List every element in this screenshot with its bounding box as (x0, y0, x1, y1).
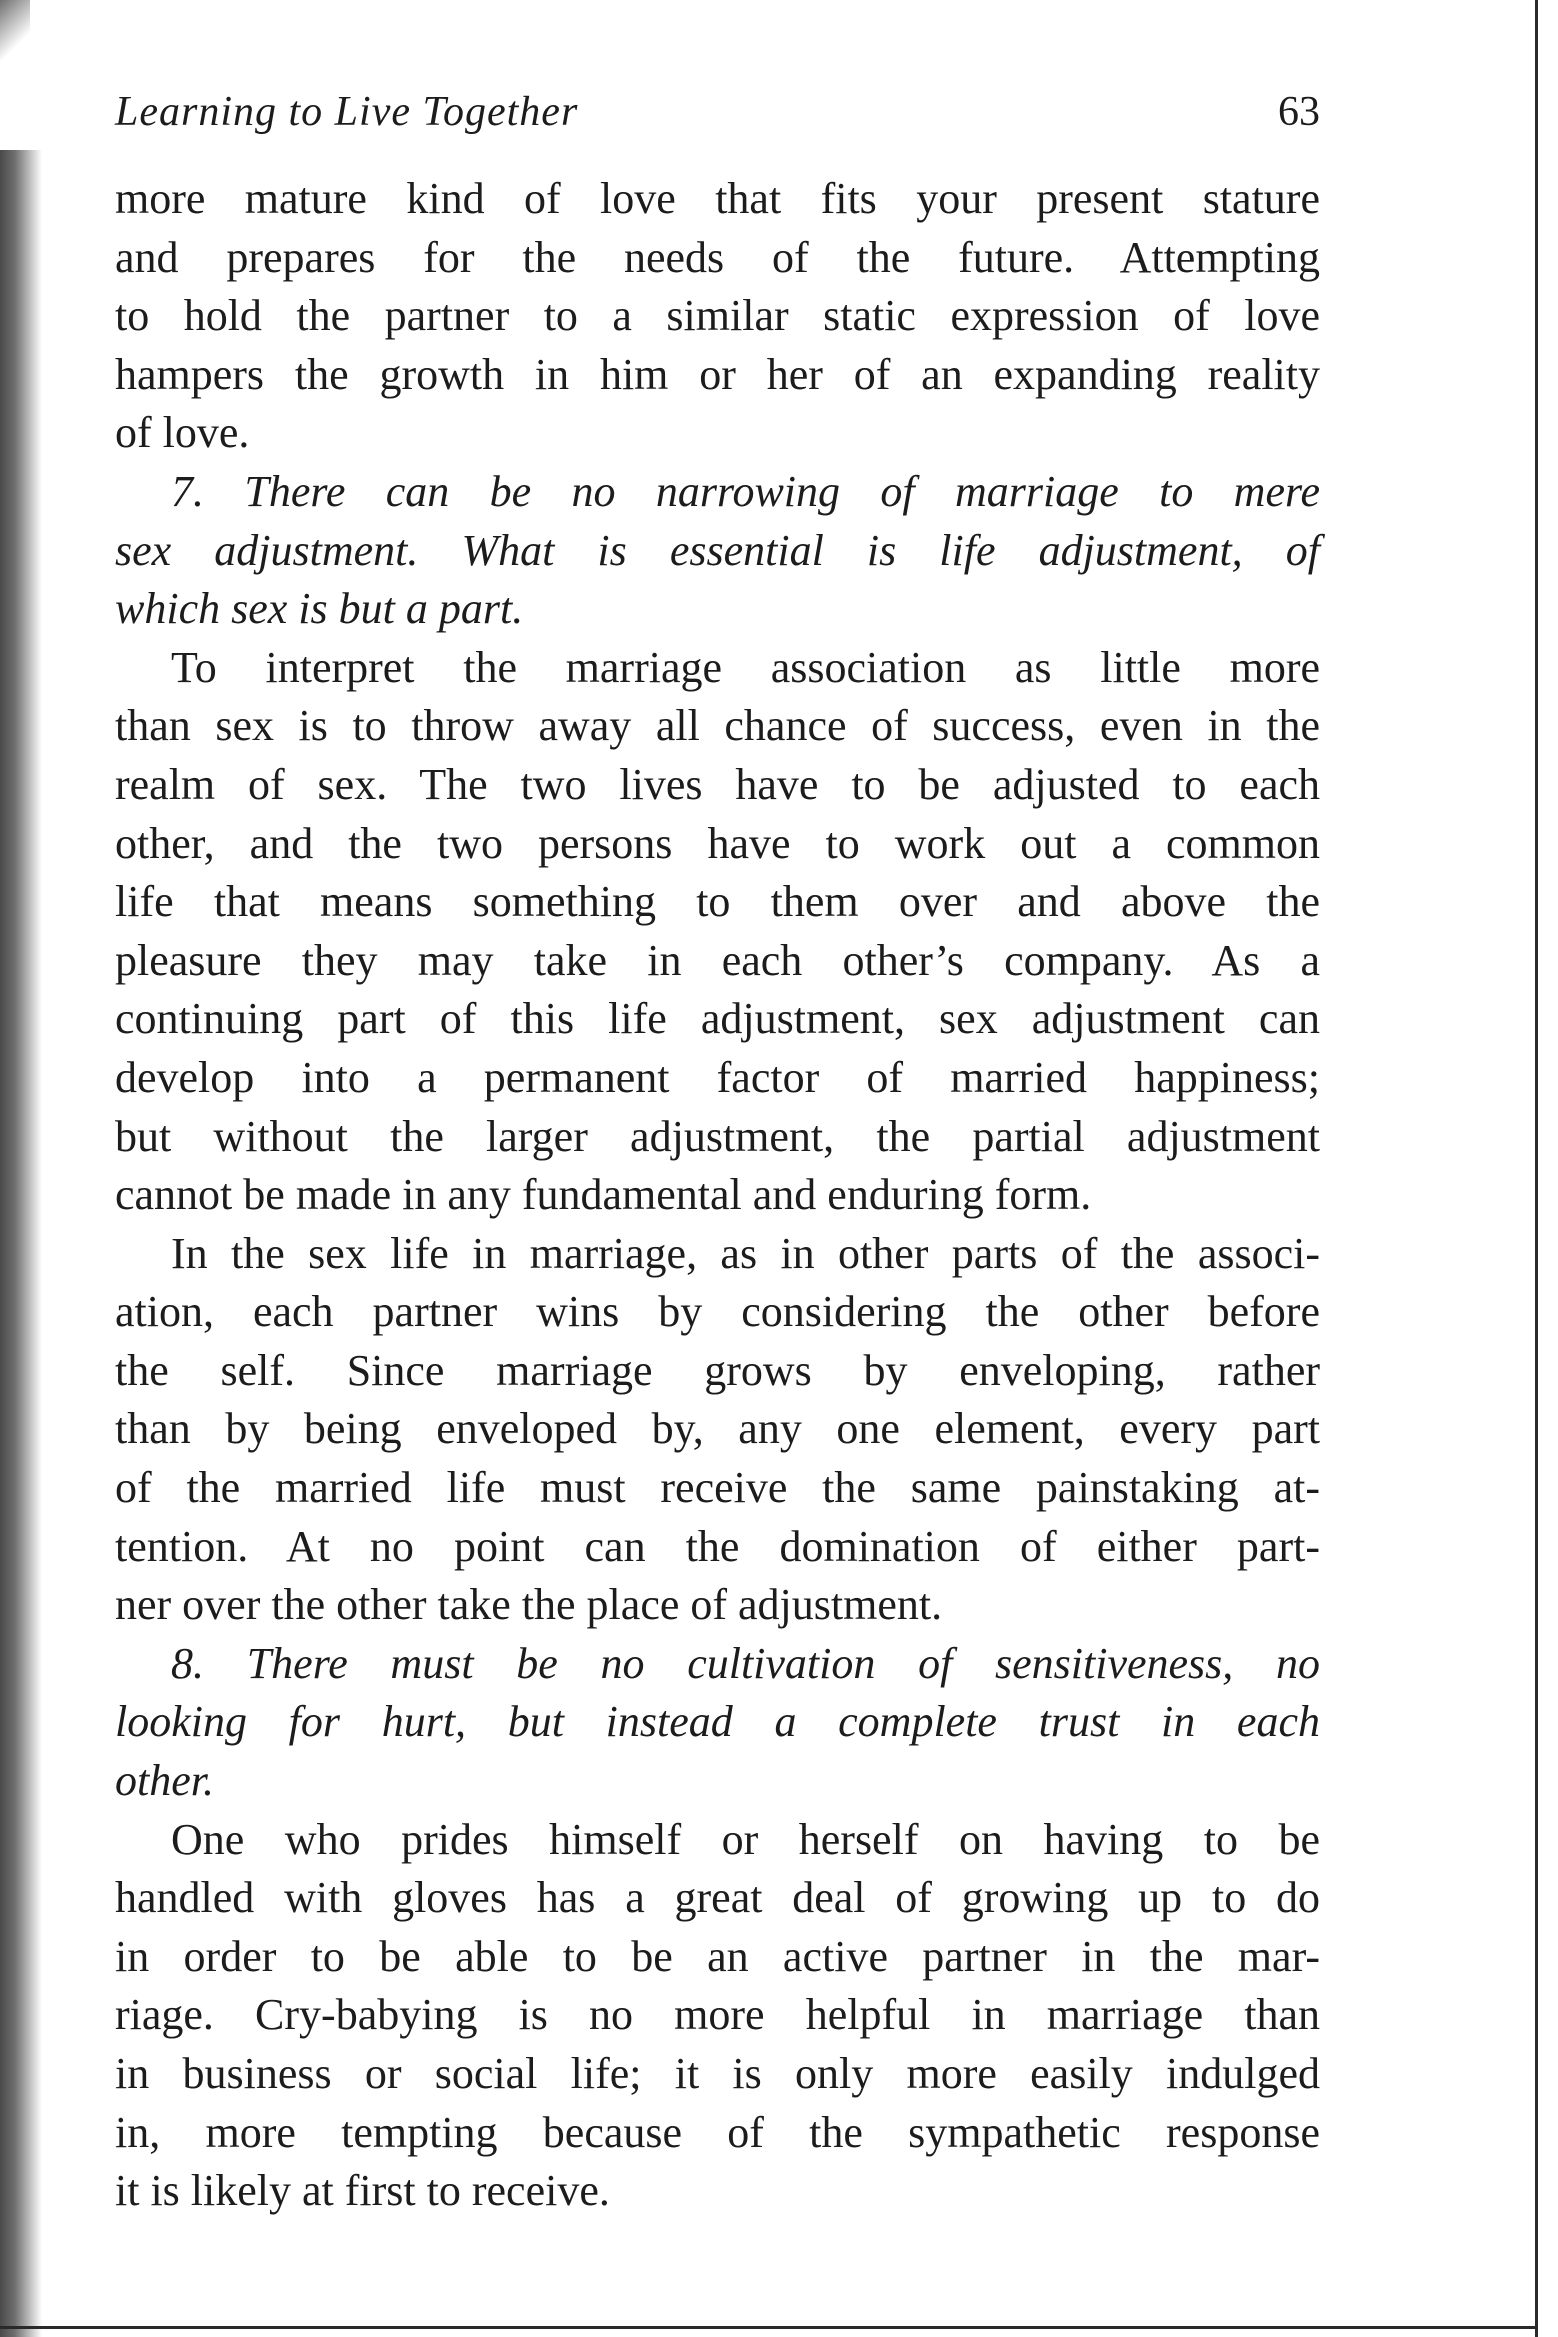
text-line: pleasure they may take in each other’s company. As a (115, 935, 1320, 985)
text-line: 7. There can be no narrowing of marriage to mere (171, 466, 1320, 516)
text-line: but without the larger adjustment, the partial adjustment (115, 1111, 1320, 1161)
text-line: continuing part of this life adjustment, sex adjustment can (115, 994, 1320, 1044)
text-line: ner over the other take the place of adjustment. (115, 1580, 943, 1630)
text-line: cannot be made in any fundamental and enduring form. (115, 1170, 1092, 1220)
page-edge-bottom (0, 2326, 1538, 2329)
text-line: the self. Since marriage grows by enveloping, rather (115, 1345, 1320, 1395)
text-line: riage. Cry-babying is no more helpful in marriage than (115, 1990, 1320, 2040)
text-line: of the married life must receive the same painstaking at- (115, 1463, 1320, 1513)
text-line: To interpret the marriage association as little more (171, 642, 1320, 692)
text-line: develop into a permanent factor of married happiness; (115, 1052, 1320, 1102)
page-edge-right (1535, 0, 1538, 2337)
text-line: ation, each partner wins by considering the other before (115, 1287, 1320, 1337)
text-line: In the sex life in marriage, as in other parts of the associ- (171, 1228, 1320, 1278)
text-line: in, more tempting because of the sympathetic response (115, 2107, 1320, 2157)
text-line: than sex is to throw away all chance of success, even in the (115, 701, 1320, 751)
text-line: of love. (115, 408, 250, 458)
page-number: 63 (1278, 89, 1320, 135)
text-line: sex adjustment. What is essential is life adjustment, of (115, 525, 1320, 575)
text-line: 8. There must be no cultivation of sensitiveness, no (171, 1638, 1320, 1688)
text-line: to hold the partner to a similar static expression of love (115, 291, 1320, 341)
running-head (115, 88, 1320, 148)
text-line: tention. At no point can the domination of either part- (115, 1521, 1320, 1571)
text-line: and prepares for the needs of the future. Attempting (115, 232, 1320, 282)
text-line: other. (115, 1756, 214, 1806)
text-line: in business or social life; it is only more easily indulged (115, 2049, 1320, 2098)
text-line: handled with gloves has a great deal of growing up to do (115, 1873, 1320, 1923)
text-line: than by being enveloped by, any one element, every part (115, 1404, 1320, 1454)
text-line: other, and the two persons have to work out a common (115, 818, 1320, 868)
text-line: more mature kind of love that fits your present stature (115, 174, 1320, 223)
text-line: it is likely at first to receive. (115, 2166, 610, 2216)
text-line: which sex is but a part. (115, 584, 524, 634)
text-line: hampers the growth in him or her of an expanding reality (115, 349, 1320, 399)
text-line: One who prides himself or herself on having to be (171, 1814, 1320, 1864)
body-text (115, 170, 1320, 2221)
scan-shadow-top (0, 0, 30, 60)
text-line: realm of sex. The two lives have to be adjusted to each (115, 759, 1320, 809)
text-line: looking for hurt, but instead a complete trust in each (115, 1697, 1320, 1747)
text-line: life that means something to them over and above the (115, 877, 1320, 927)
scan-gutter-shadow (0, 150, 42, 2337)
running-title: Learning to Live Together (115, 89, 579, 135)
text-line: in order to be able to be an active partner in the mar- (115, 1931, 1320, 1981)
